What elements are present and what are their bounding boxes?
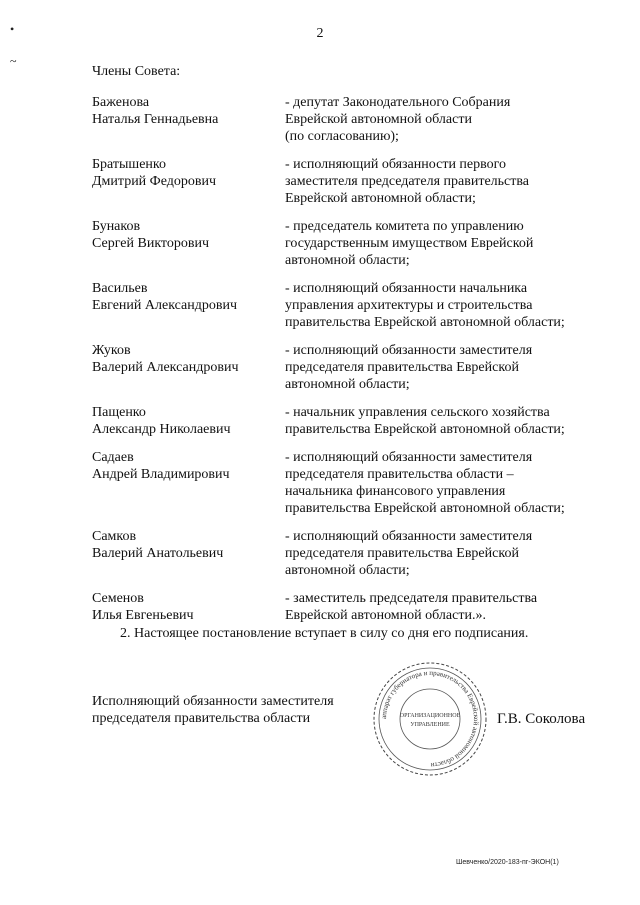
member-first-names: Илья Евгеньевич (92, 608, 194, 623)
member-name (92, 528, 282, 562)
member-first-names: Наталья Геннадьевна (92, 112, 219, 127)
role-line: - заместитель председателя правительства (285, 591, 538, 606)
role-line: заместителя председателя правительства (285, 174, 530, 189)
member-first-names: Евгений Александрович (92, 298, 238, 313)
scan-mark: • (10, 22, 15, 36)
member-role (285, 156, 640, 207)
role-line: - исполняющий обязанности заместителя (285, 450, 533, 465)
member-first-names: Дмитрий Федорович (92, 174, 217, 189)
role-line: - исполняющий обязанности заместителя (285, 343, 533, 358)
member-last-name: Садаев (92, 450, 134, 465)
role-line: Еврейской автономной области.». (285, 608, 486, 623)
role-line: правительства Еврейской автономной области; (285, 422, 565, 437)
member-role (285, 449, 640, 517)
member-name (92, 342, 282, 376)
role-line: председателя правительства Еврейской (285, 360, 519, 375)
role-line: управления архитектуры и строительства (285, 298, 533, 313)
member-last-name: Баженова (92, 95, 150, 110)
member-name (92, 94, 282, 128)
member-name (92, 156, 282, 190)
role-line: - начальник управления сельского хозяйства (285, 405, 550, 420)
council-members-heading: Члены Совета: (92, 64, 181, 79)
member-name (92, 280, 282, 314)
role-line: государственным имуществом Еврейской (285, 236, 534, 251)
signatory-position-line: председателя правительства области (92, 711, 311, 726)
member-last-name: Братышенко (92, 157, 166, 172)
member-role (285, 590, 640, 624)
member-role (285, 94, 640, 145)
member-role (285, 404, 640, 438)
member-first-names: Андрей Владимирович (92, 467, 230, 482)
role-line: - председатель комитета по управлению (285, 219, 524, 234)
member-last-name: Бунаков (92, 219, 141, 234)
scan-mark: ~ (10, 54, 17, 68)
member-name (92, 449, 282, 483)
member-name (92, 404, 282, 438)
role-line: начальника финансового управления (285, 484, 506, 499)
member-name (92, 218, 282, 252)
role-line: (по согласованию); (285, 129, 399, 144)
signatory-position (92, 693, 334, 727)
role-line: председателя правительства области – (285, 467, 514, 482)
member-role (285, 342, 640, 393)
decree-effective-clause: 2. Настоящее постановление вступает в силу со дня его подписания. (120, 626, 529, 641)
member-first-names: Валерий Анатольевич (92, 546, 224, 561)
member-name (92, 590, 282, 624)
stamp-ring-text: аппарат губернатора и правительства Еврейской автономной области (379, 668, 481, 770)
role-line: автономной области; (285, 377, 410, 392)
role-line: автономной области; (285, 253, 410, 268)
official-stamp (371, 660, 489, 778)
member-first-names: Валерий Александрович (92, 360, 239, 375)
member-role (285, 280, 640, 331)
role-line: - исполняющий обязанности первого (285, 157, 507, 172)
member-last-name: Пащенко (92, 405, 146, 420)
member-last-name: Жуков (92, 343, 131, 358)
document-code: Шевченко/2020-183-пг-ЭКОН(1) (456, 859, 559, 866)
role-line: председателя правительства Еврейской (285, 546, 519, 561)
role-line: - исполняющий обязанности начальника (285, 281, 528, 296)
stamp-center-text: УПРАВЛЕНИЕ (410, 722, 450, 728)
member-first-names: Александр Николаевич (92, 422, 231, 437)
stamp-center-text: ОРГАНИЗАЦИОННОЕ (399, 713, 461, 719)
member-last-name: Самков (92, 529, 137, 544)
role-line: Еврейской автономной области (285, 112, 472, 127)
member-role (285, 528, 640, 579)
signatory-position-line: Исполняющий обязанности заместителя (92, 694, 334, 709)
member-last-name: Семенов (92, 591, 144, 606)
role-line: Еврейской автономной области; (285, 191, 476, 206)
member-first-names: Сергей Викторович (92, 236, 210, 251)
role-line: - депутат Законодательного Собрания (285, 95, 511, 110)
page-number: 2 (316, 26, 324, 41)
role-line: автономной области; (285, 563, 410, 578)
role-line: правительства Еврейской автономной области; (285, 315, 565, 330)
member-role (285, 218, 640, 269)
member-last-name: Васильев (92, 281, 148, 296)
signatory-name: Г.В. Соколова (497, 711, 586, 727)
role-line: правительства Еврейской автономной области; (285, 501, 565, 516)
role-line: - исполняющий обязанности заместителя (285, 529, 533, 544)
